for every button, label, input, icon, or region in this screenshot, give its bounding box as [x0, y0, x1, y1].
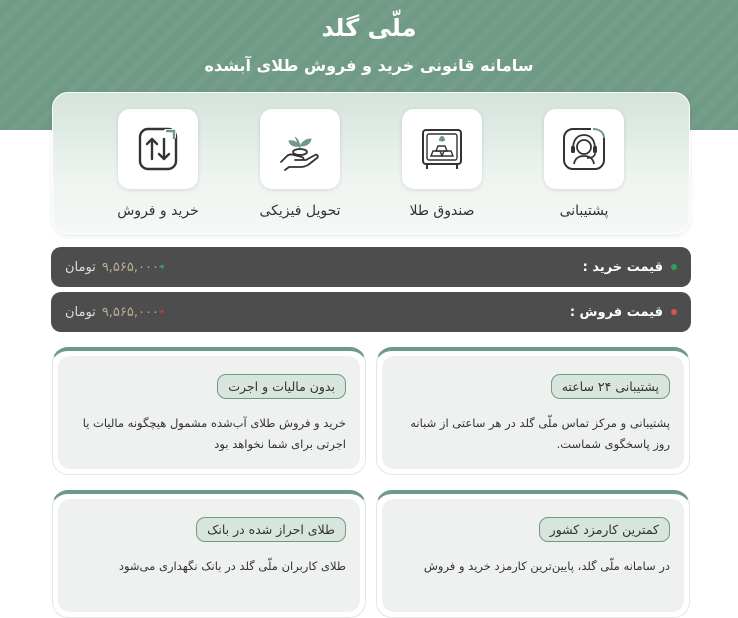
feature-title: بدون مالیات و اجرت: [217, 374, 346, 399]
feature-card-no-tax: [52, 347, 366, 475]
buy-status-dot: [671, 264, 677, 270]
headset-support-icon: [544, 109, 624, 189]
services-panel: [52, 92, 690, 234]
buy-price-unit: تومان: [65, 259, 96, 275]
service-support[interactable]: [529, 109, 639, 219]
buy-trend-marker: ◂: [158, 262, 164, 272]
feature-title: طلای احراز شده در بانک: [196, 517, 346, 542]
sell-price-unit: تومان: [65, 304, 96, 320]
feature-description: پشتیبانی و مرکز تماس ملّی گلد در هر ساعتی از شبانه روز پاسخگوی شماست.: [410, 416, 670, 451]
feature-title: کمترین کارمزد کشور: [539, 517, 670, 542]
service-gold-fund[interactable]: [387, 109, 497, 219]
service-physical-delivery[interactable]: [245, 109, 355, 219]
buy-price-label: قیمت خرید :: [582, 259, 663, 275]
feature-description: خرید و فروش طلای آب‌شده مشمول هیچگونه مالیات یا اجرتی برای شما نخواهد بود: [82, 416, 346, 451]
feature-description: طلای کاربران ملّی گلد در بانک نگهداری می‌شود: [118, 559, 346, 573]
feature-title: پشتیبانی ۲۴ ساعته: [551, 374, 670, 399]
feature-description: در سامانه ملّی گلد، پایین‌ترین کارمزد خرید و فروش: [423, 559, 670, 573]
feature-card-lowest-fee: [376, 490, 690, 618]
sell-status-dot: [671, 309, 677, 315]
service-label: خرید و فروش: [117, 203, 199, 219]
feature-card-support-24h: [376, 347, 690, 475]
gold-safe-icon: [402, 109, 482, 189]
buy-price-bar: [51, 247, 691, 287]
sell-price-label: قیمت فروش :: [569, 304, 663, 320]
sell-price-bar: [51, 292, 691, 332]
sell-trend-marker: ◂: [158, 307, 164, 317]
buy-price-value: ۹,۵۶۵,۰۰۰: [101, 259, 159, 275]
service-label: صندوق طلا: [409, 203, 475, 219]
buy-sell-arrows-icon: [118, 109, 198, 189]
hand-plant-icon: [260, 109, 340, 189]
feature-card-verified-gold: [52, 490, 366, 618]
service-buy-sell[interactable]: [103, 109, 213, 219]
site-tagline: سامانه قانونی خرید و فروش طلای آبشده: [204, 56, 534, 75]
service-label: تحویل فیزیکی: [259, 203, 341, 219]
site-logo[interactable]: ملّی گلد: [321, 14, 417, 42]
sell-price-value: ۹,۵۶۵,۰۰۰: [101, 304, 159, 320]
service-label: پشتیبانی: [559, 203, 609, 219]
